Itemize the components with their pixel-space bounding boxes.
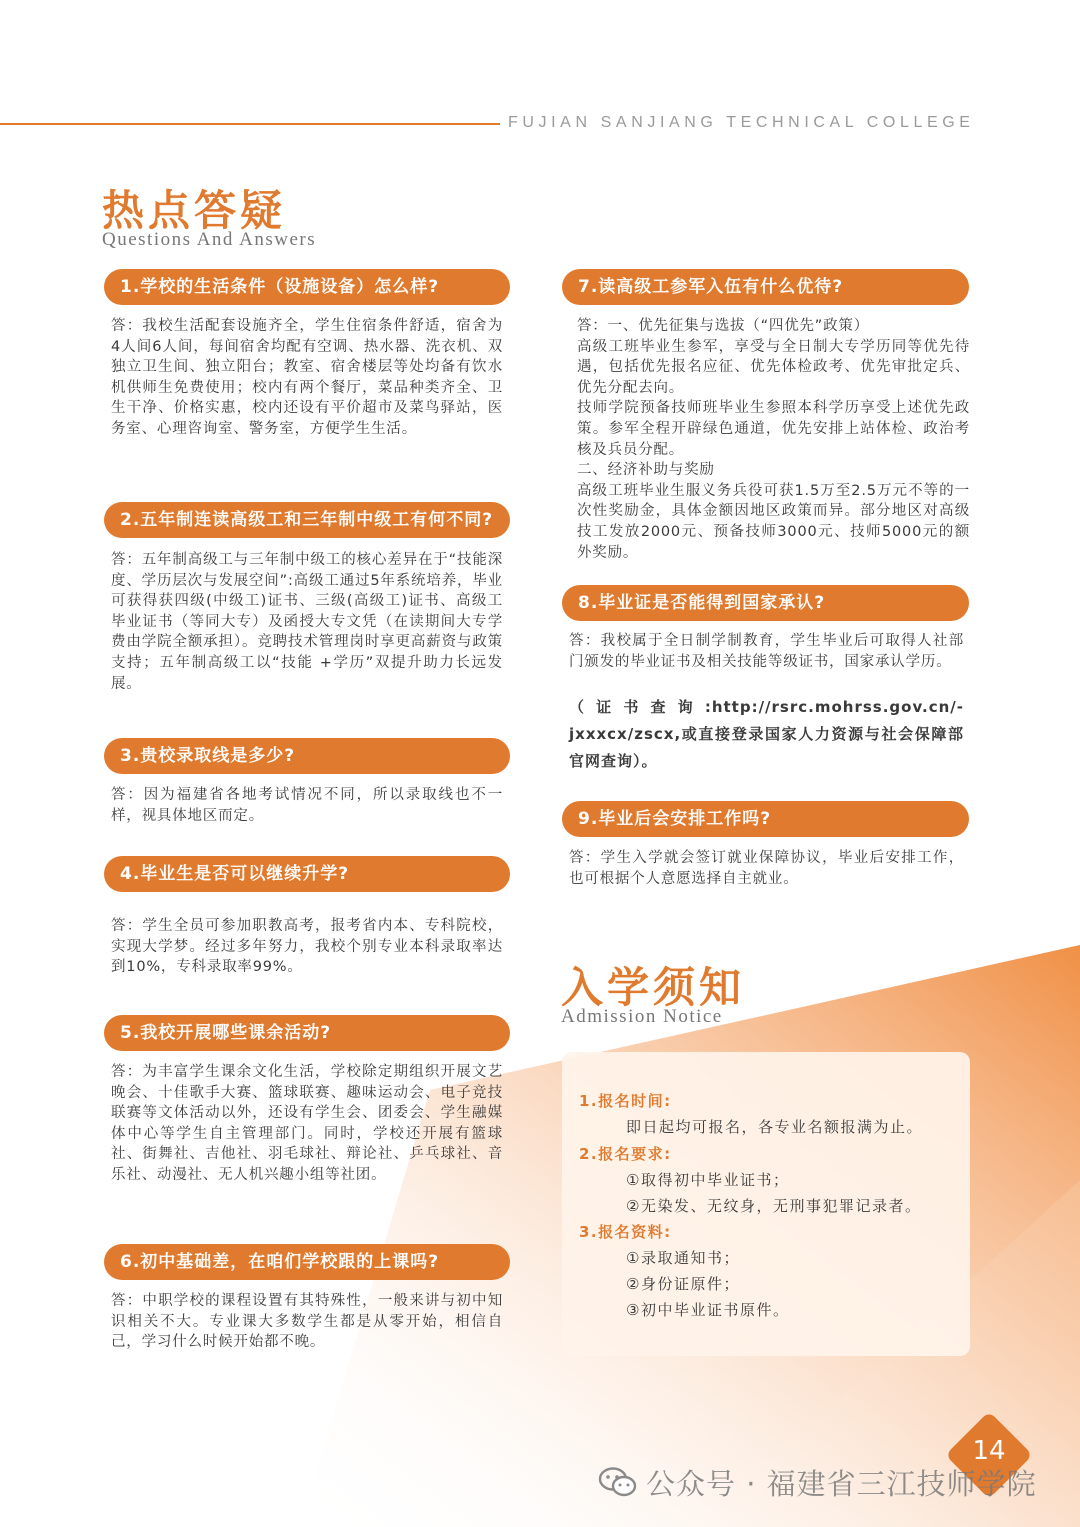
college-english-name: FUJIAN SANJIANG TECHNICAL COLLEGE <box>508 114 975 131</box>
notice-label-documents: 3.报名资料: <box>579 1223 672 1241</box>
question-7-bar: 7.读高级工参军入伍有什么优待? <box>562 269 969 305</box>
header-rule <box>0 123 500 125</box>
question-5-bar: 5.我校开展哪些课余活动? <box>104 1015 510 1051</box>
answer-8: 答：我校属于全日制学制教育，学生毕业后可取得人社部门颁发的毕业证书及相关技能等级证书，国家承认学历。 <box>569 633 964 670</box>
watermark-text: 公众号 · 福建省三江技师学院 <box>646 1467 1037 1501</box>
notice-label-time: 1.报名时间: <box>579 1092 672 1110</box>
question-8-bar: 8.毕业证是否能得到国家承认? <box>562 585 969 621</box>
answer-8-certificate-query: （证书查询:http://rsrc.mohrss.gov.cn/-jxxxcx/zscx,或直接登录国家人力资源与社会保障部官网查询）。 <box>569 698 964 770</box>
notice-section-title: 入学须知 <box>561 963 746 1012</box>
question-2-bar: 2.五年制连读高级工和三年制中级工有何不同? <box>104 502 510 538</box>
answer-5: 答：为丰富学生课余文化生活，学校除定期组织开展文艺晚会、十佳歌手大赛、篮球联赛、趣味运动会、电子竞技联赛等文体活动以外，还设有学生会、团委会、学生融媒体中心等学生自主管理部门。同时，学校还开展有篮球社、街舞社、吉他社、羽毛球社、辩论社、乒乓球社、音乐社、动漫社、无人机兴趣小组等社团。 <box>111 1064 503 1183</box>
page-number: 14 <box>972 1436 1006 1466</box>
wechat-icon <box>598 1466 638 1498</box>
qa-section-subtitle: Questions And Answers <box>102 229 317 250</box>
answer-3: 答：因为福建省各地考试情况不同，所以录取线也不一样，视具体地区而定。 <box>111 787 503 824</box>
question-1-bar: 1.学校的生活条件（设施设备）怎么样? <box>104 269 510 305</box>
notice-item: 即日起均可报名，各专业名额报满为止。 <box>626 1118 924 1136</box>
question-6-bar: 6.初中基础差，在咱们学校跟的上课吗? <box>104 1244 510 1280</box>
notice-item: ②无染发、无纹身，无刑事犯罪记录者。 <box>626 1197 922 1215</box>
notice-label-requirements: 2.报名要求: <box>579 1145 672 1163</box>
answer-6: 答：中职学校的课程设置有其特殊性，一般来讲与初中知识相关不大。专业课大多数学生都是从零开始，相信自己，学习什么时候开始都不晚。 <box>111 1293 503 1351</box>
notice-item: ③初中毕业证书原件。 <box>626 1301 790 1319</box>
answer-9: 答：学生入学就会签订就业保障协议，毕业后安排工作，也可根据个人意愿选择自主就业。 <box>569 850 964 887</box>
answer-4: 答：学生全员可参加职教高考，报考省内本、专科院校，实现大学梦。经过多年努力，我校个别专业本科录取率达到10%，专科录取率99%。 <box>111 918 503 976</box>
answer-1: 答：我校生活配套设施齐全，学生住宿条件舒适，宿舍为4人间6人间，每间宿舍均配有空调、热水器、洗衣机、双独立卫生间、独立阳台；教室、宿舍楼层等处均备有饮水机供师生免费使用；校内有两个餐厅，菜品种类齐全、卫生干净、价格实惠，校内还设有平价超市及菜鸟驿站，医务室、心理咨询室、警务室，方便学生生活。 <box>111 318 503 437</box>
answer-2: 答：五年制高级工与三年制中级工的核心差异在于“技能深度、学历层次与发展空间”:高级工通过5年系统培养，毕业可获得获四级(中级工)证书、三级(高级工)证书、高级工毕业证书（等同大专）及函授大专文凭（在读期间大专学费由学院全额承担）。竞聘技术管理岗时享更高薪资与政策支持；五年制高级工以“技能 +学历”双提升助力长远发展。 <box>111 552 503 692</box>
notice-section-subtitle: Admission Notice <box>561 1006 723 1027</box>
question-3-bar: 3.贵校录取线是多少? <box>104 738 510 774</box>
notice-item: ①录取通知书； <box>626 1249 740 1267</box>
qa-section-title: 热点答疑 <box>102 186 287 235</box>
notice-item: ①取得初中毕业证书； <box>626 1171 790 1189</box>
question-4-bar: 4.毕业生是否可以继续升学? <box>104 856 510 892</box>
notice-item: ②身份证原件； <box>626 1275 740 1293</box>
question-9-bar: 9.毕业后会安排工作吗? <box>562 801 969 837</box>
answer-7: 答：一、优先征集与选拔（“四优先”政策） 高级工班毕业生参军，享受与全日制大专学历同等优先待遇，包括优先报名应征、优先体检政考、优先审批定兵、优先分配去向。 技师学院预备技师班毕业生参照本科学历享受上述优先政策。参军全程开辟绿色通道，优先安排上站体检、政治考核及兵员分配。 二、经济补助与奖励 高级工班毕业生服义务兵役可获1.5万至2.5万元不等的一次性奖励金，具体金额因地区政策而异。部分地区对高级技工发放2000元、预备技师3000元、技师5000元的额外奖励。 <box>577 318 970 561</box>
